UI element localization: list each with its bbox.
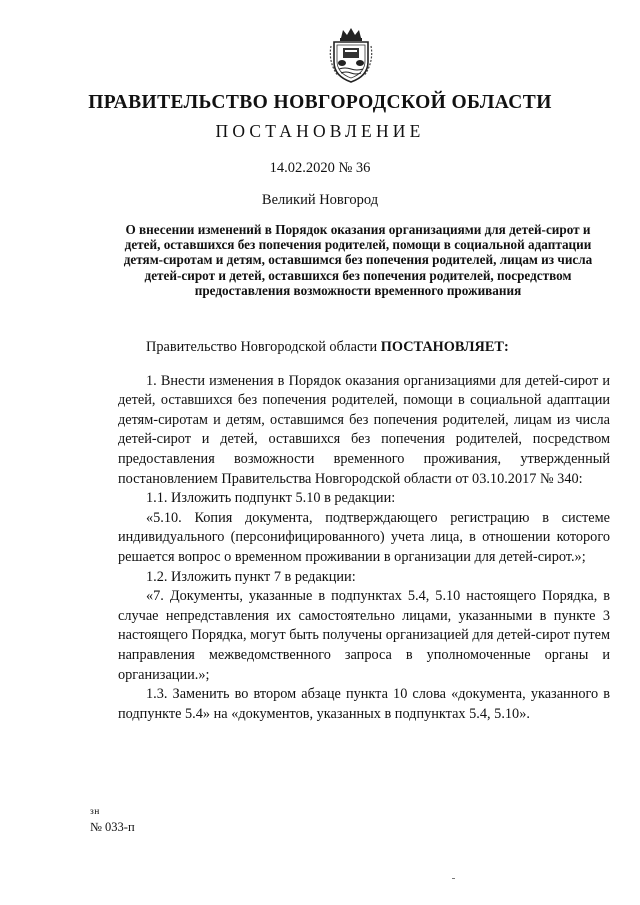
city-name: Великий Новгород <box>261 192 379 208</box>
footer-number: № 033-п <box>90 820 135 834</box>
paragraph-quote-7: «7. Документы, указанные в подпунктах 5.4, 5.10 настоящего Порядка, в случае непредставления их самостоятельно лицами, указанными в пункте 3 настоящего Порядка, могут быть получены организацией для детей-сирот путем направления межведомственного запроса в уполномоченные органы и организации.»; <box>118 588 610 683</box>
coat-of-arms-emblem <box>328 26 374 84</box>
document-subject: О внесении изменений в Порядок оказания организациями для детей-сирот и детей, оставшихся без попечения родителей, помощи в социальной адаптации детям-сиротам и детям, оставшимся без попечения родителей, лицам из числа детей-сирот и детей, оставшихся без попечения родителей, посредством предоставления возможности временного проживания <box>123 222 593 298</box>
government-title: ПРАВИТЕЛЬСТВО НОВГОРОДСКОЙ ОБЛАСТИ <box>88 92 552 113</box>
paragraph-1-2: 1.2. Изложить пункт 7 в редакции: <box>146 568 356 585</box>
paragraph-1-3: 1.3. Заменить во втором абзаце пункта 10 слова «документа, указанного в подпункте 5.4» на «документов, указанных в подпунктах 5.4, 5.10». <box>118 686 610 722</box>
date-and-number: 14.02.2020 № 36 <box>269 160 371 176</box>
footer-code: зн <box>90 807 100 817</box>
paragraph-1-1: 1.1. Изложить подпункт 5.10 в редакции: <box>146 490 396 507</box>
lead-text: Правительство Новгородской области <box>146 339 381 355</box>
paragraph-quote-5-10: «5.10. Копия документа, подтверждающего регистрацию в системе индивидуального (персонифицированного) учета лица, в отношении которого решается вопрос о временном проживании в организации для детей-сирот.»; <box>118 509 610 565</box>
paragraph-1: 1. Внести изменения в Порядок оказания организациями для детей-сирот и детей, оставшихся без попечения родителей, помощи в социальной адаптации детям-сиротам и детям, оставшимся без попечения родителей, лицам из числа детей-сирот и детей, оставшихся без попечения родителей, посредством предоставления возможности временного проживания, утвержденный постановлением Правительства Новгородской области от 03.10.2017 № 340: <box>118 372 610 487</box>
document-type: ПОСТАНОВЛЕНИЕ <box>215 121 425 141</box>
document-footer <box>90 805 135 835</box>
lead-keyword: ПОСТАНОВЛЯЕТ: <box>380 339 509 355</box>
scan-mark <box>452 878 455 879</box>
resolution-lead <box>118 338 610 358</box>
document-body <box>118 338 610 724</box>
